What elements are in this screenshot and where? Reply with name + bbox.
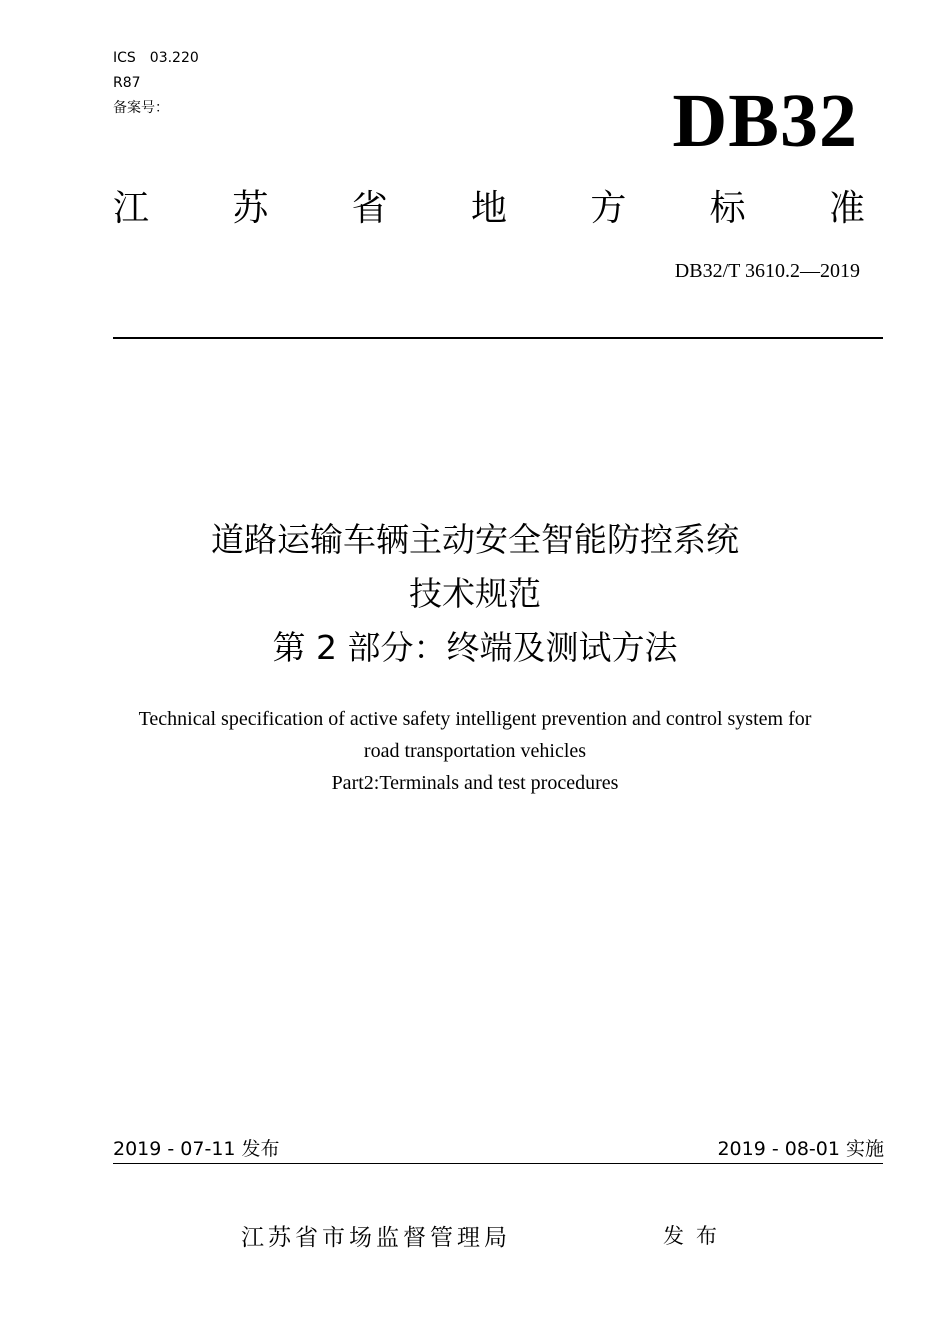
standard-type-char: 准 bbox=[828, 188, 865, 229]
ics-code: ICS 03.220 bbox=[113, 50, 199, 66]
title-cn-line-1: 道路运输车辆主动安全智能防控系统 bbox=[211, 520, 739, 559]
standard-type-heading bbox=[113, 184, 865, 234]
issuing-authority: 江苏省市场监督管理局 bbox=[241, 1225, 511, 1251]
standard-logo: DB32 bbox=[672, 79, 858, 163]
ccs-code: R87 bbox=[113, 75, 141, 91]
standard-type-char: 标 bbox=[709, 188, 746, 229]
title-en-line-1: Technical specification of active safety intelligent prevention and control system for bbox=[138, 708, 812, 730]
standard-number: DB32/T 3610.2—2019 bbox=[674, 260, 860, 282]
standard-type-char: 省 bbox=[351, 188, 388, 229]
header-divider bbox=[113, 337, 883, 339]
standard-type-char: 地 bbox=[470, 188, 507, 229]
publish-date: 2019 - 07-11 发布 bbox=[113, 1138, 280, 1160]
implement-date: 2019 - 08-01 实施 bbox=[717, 1138, 884, 1160]
title-cn-line-3: 第 2 部分：终端及测试方法 bbox=[272, 628, 678, 667]
standard-type-char: 苏 bbox=[232, 188, 269, 229]
title-en-line-2: road transportation vehicles bbox=[363, 740, 587, 762]
standard-type-char: 江 bbox=[113, 188, 150, 229]
issue-label: 发布 bbox=[663, 1224, 729, 1248]
standard-type-char: 方 bbox=[590, 188, 627, 229]
title-en-line-3: Part2:Terminals and test procedures bbox=[331, 772, 619, 794]
title-cn-line-2: 技术规范 bbox=[409, 574, 541, 613]
filing-number-label: 备案号： bbox=[113, 100, 169, 116]
footer-divider bbox=[113, 1163, 883, 1164]
